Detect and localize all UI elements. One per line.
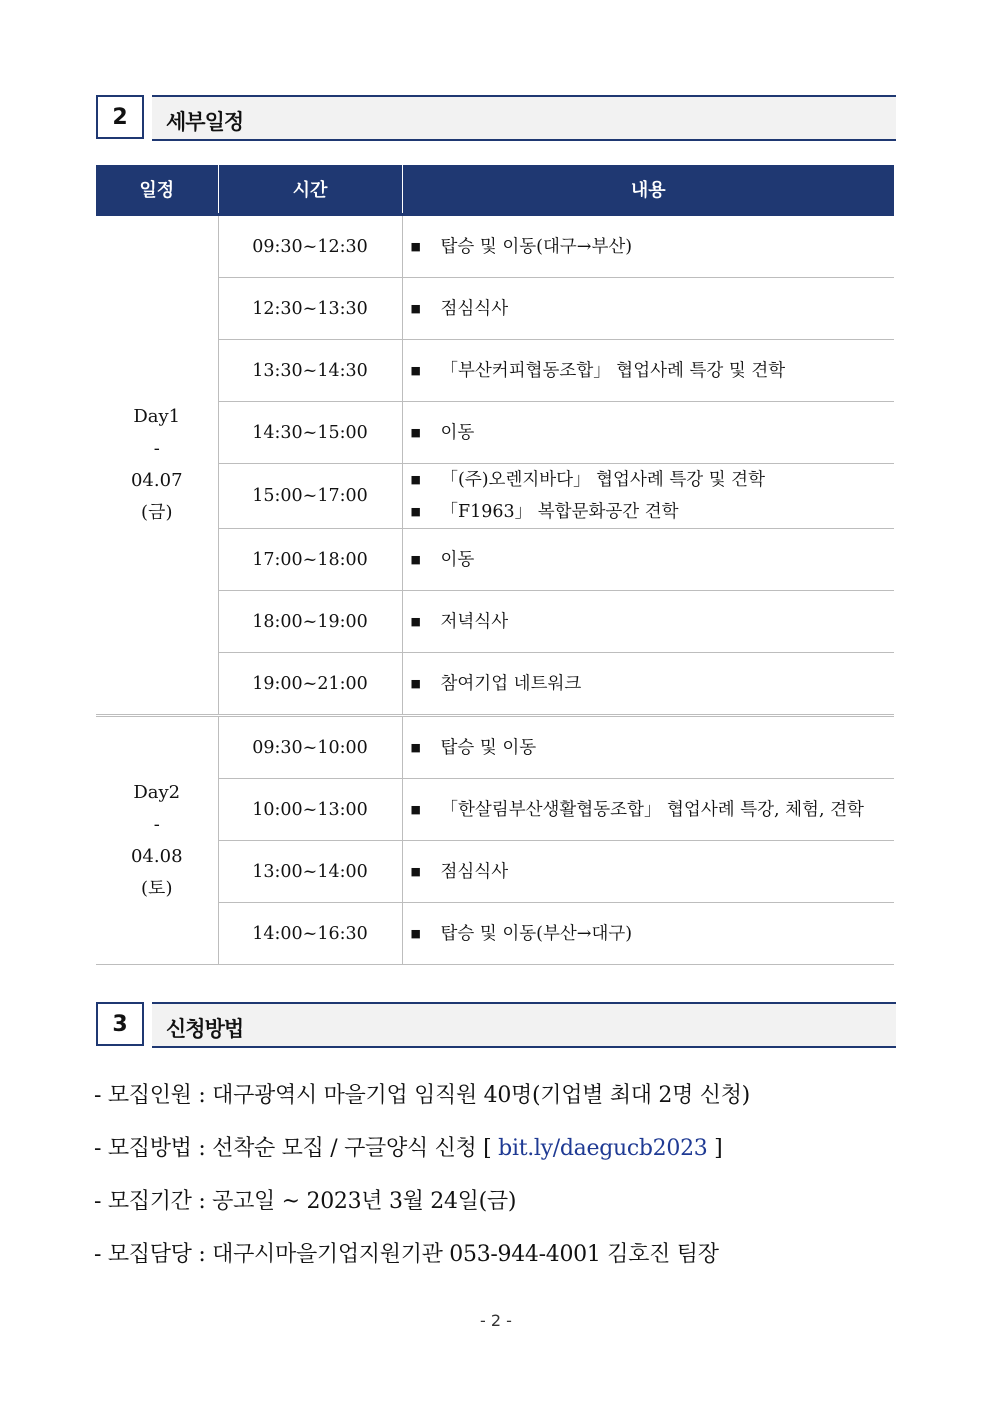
content-text: 「부산커피협동조합」 협업사례 특강 및 견학 (440, 360, 786, 381)
header-day: 일정 (96, 165, 218, 215)
time-cell: 14:30~15:00 (218, 402, 402, 464)
time-cell: 19:00~21:00 (218, 653, 402, 716)
time-cell: 18:00~19:00 (218, 591, 402, 653)
recruit-count-line: - 모집인원 : 대구광역시 마을기업 임직원 40명(기업별 최대 2명 신청) (94, 1083, 750, 1108)
content-cell (402, 841, 894, 903)
time-cell: 10:00~13:00 (218, 779, 402, 841)
bullet-icon: ■ (410, 473, 421, 486)
contact-line: - 모집담당 : 대구시마을기업지원기관 053-944-4001 김호진 팀장 (94, 1242, 719, 1267)
bullet-icon: ■ (410, 802, 421, 816)
content-text: 점심식사 (440, 861, 509, 882)
day-weekday: (토) (141, 877, 173, 899)
content-text: 「(주)오렌지바다」 협업사례 특강 및 견학 (440, 470, 765, 490)
content-item (411, 231, 895, 263)
content-item (411, 544, 895, 576)
content-text: 이동 (440, 422, 475, 443)
section-2-header (96, 95, 896, 143)
time-cell: 17:00~18:00 (218, 529, 402, 591)
section-title: 신청방법 (166, 1017, 244, 1041)
content-cell (402, 529, 894, 591)
content-cell (402, 402, 894, 464)
content-item (411, 606, 895, 638)
content-item (411, 417, 895, 449)
day-cell (96, 215, 218, 716)
time-cell: 15:00~17:00 (218, 464, 402, 529)
table-header-row (96, 165, 894, 215)
recruit-method-prefix: - 모집방법 : 선착순 모집 / 구글양식 신청 [ (94, 1136, 499, 1161)
bullet-icon: ■ (410, 552, 421, 566)
day-date: 04.07 (130, 470, 183, 491)
recruit-method-suffix: ] (707, 1136, 723, 1161)
recruit-method-line (94, 1131, 722, 1162)
content-item (411, 355, 895, 387)
schedule-table (96, 165, 894, 965)
content-cell (402, 903, 894, 965)
bullet-icon: ■ (410, 425, 421, 439)
content-cell (402, 215, 894, 278)
table-row (96, 215, 894, 278)
section-number: 2 (96, 95, 144, 139)
content-item (411, 856, 895, 888)
content-cell (402, 591, 894, 653)
content-cell (402, 278, 894, 340)
content-item (411, 496, 895, 528)
content-text: 탑승 및 이동 (440, 737, 537, 758)
section-title: 세부일정 (166, 110, 244, 134)
day-dash: - (153, 438, 160, 459)
bullet-icon: ■ (410, 676, 421, 690)
header-content: 내용 (402, 165, 894, 215)
time-cell: 09:30~10:00 (218, 716, 402, 779)
day-dash: - (153, 813, 160, 835)
bullet-icon: ■ (410, 239, 421, 253)
time-cell: 12:30~13:30 (218, 278, 402, 340)
bullet-icon: ■ (410, 363, 421, 377)
bullet-icon: ■ (410, 926, 421, 940)
content-text: 저녁식사 (440, 611, 509, 632)
content-item (411, 464, 895, 496)
content-cell (402, 340, 894, 402)
content-item (411, 668, 895, 700)
day-label: Day1 (133, 406, 181, 427)
table-row (96, 716, 894, 779)
bullet-icon: ■ (410, 301, 421, 315)
day-weekday: (금) (141, 502, 173, 523)
bullet-icon: ■ (410, 740, 421, 754)
section-number: 3 (96, 1002, 144, 1046)
page-number: - 2 - (480, 1311, 512, 1330)
time-cell: 13:30~14:30 (218, 340, 402, 402)
time-cell: 09:30~12:30 (218, 215, 402, 278)
recruit-period-line: - 모집기간 : 공고일 ~ 2023년 3월 24일(금) (94, 1189, 517, 1214)
time-cell: 13:00~14:00 (218, 841, 402, 903)
bullet-icon: ■ (410, 614, 421, 628)
content-text: 탑승 및 이동(대구→부산) (440, 236, 633, 257)
section-title-box (152, 1002, 896, 1048)
time-cell: 14:00~16:30 (218, 903, 402, 965)
content-cell (402, 464, 894, 529)
bullet-icon: ■ (410, 864, 421, 878)
content-cell (402, 779, 894, 841)
content-cell (402, 716, 894, 779)
content-item (411, 732, 895, 764)
content-text: 점심식사 (440, 298, 509, 319)
day-cell (96, 716, 218, 965)
section-title-box (152, 95, 896, 141)
content-item (411, 918, 895, 950)
content-item (411, 794, 895, 826)
content-item (411, 293, 895, 325)
day-date: 04.08 (130, 845, 183, 867)
day-label: Day2 (133, 781, 181, 803)
bullet-icon: ■ (410, 505, 421, 518)
content-text: 「한살림부산생활협동조합」 협업사례 특강, 체험, 견학 (440, 799, 864, 820)
header-time: 시간 (218, 165, 402, 215)
content-text: 탑승 및 이동(부산→대구) (440, 923, 633, 944)
content-text: 참여기업 네트워크 (440, 673, 582, 694)
content-text: 이동 (440, 549, 475, 570)
content-cell (402, 653, 894, 716)
signup-link[interactable]: bit.ly/daegucb2023 (498, 1136, 708, 1161)
section-3-header (96, 1002, 896, 1050)
content-text: 「F1963」 복합문화공간 견학 (440, 502, 679, 522)
